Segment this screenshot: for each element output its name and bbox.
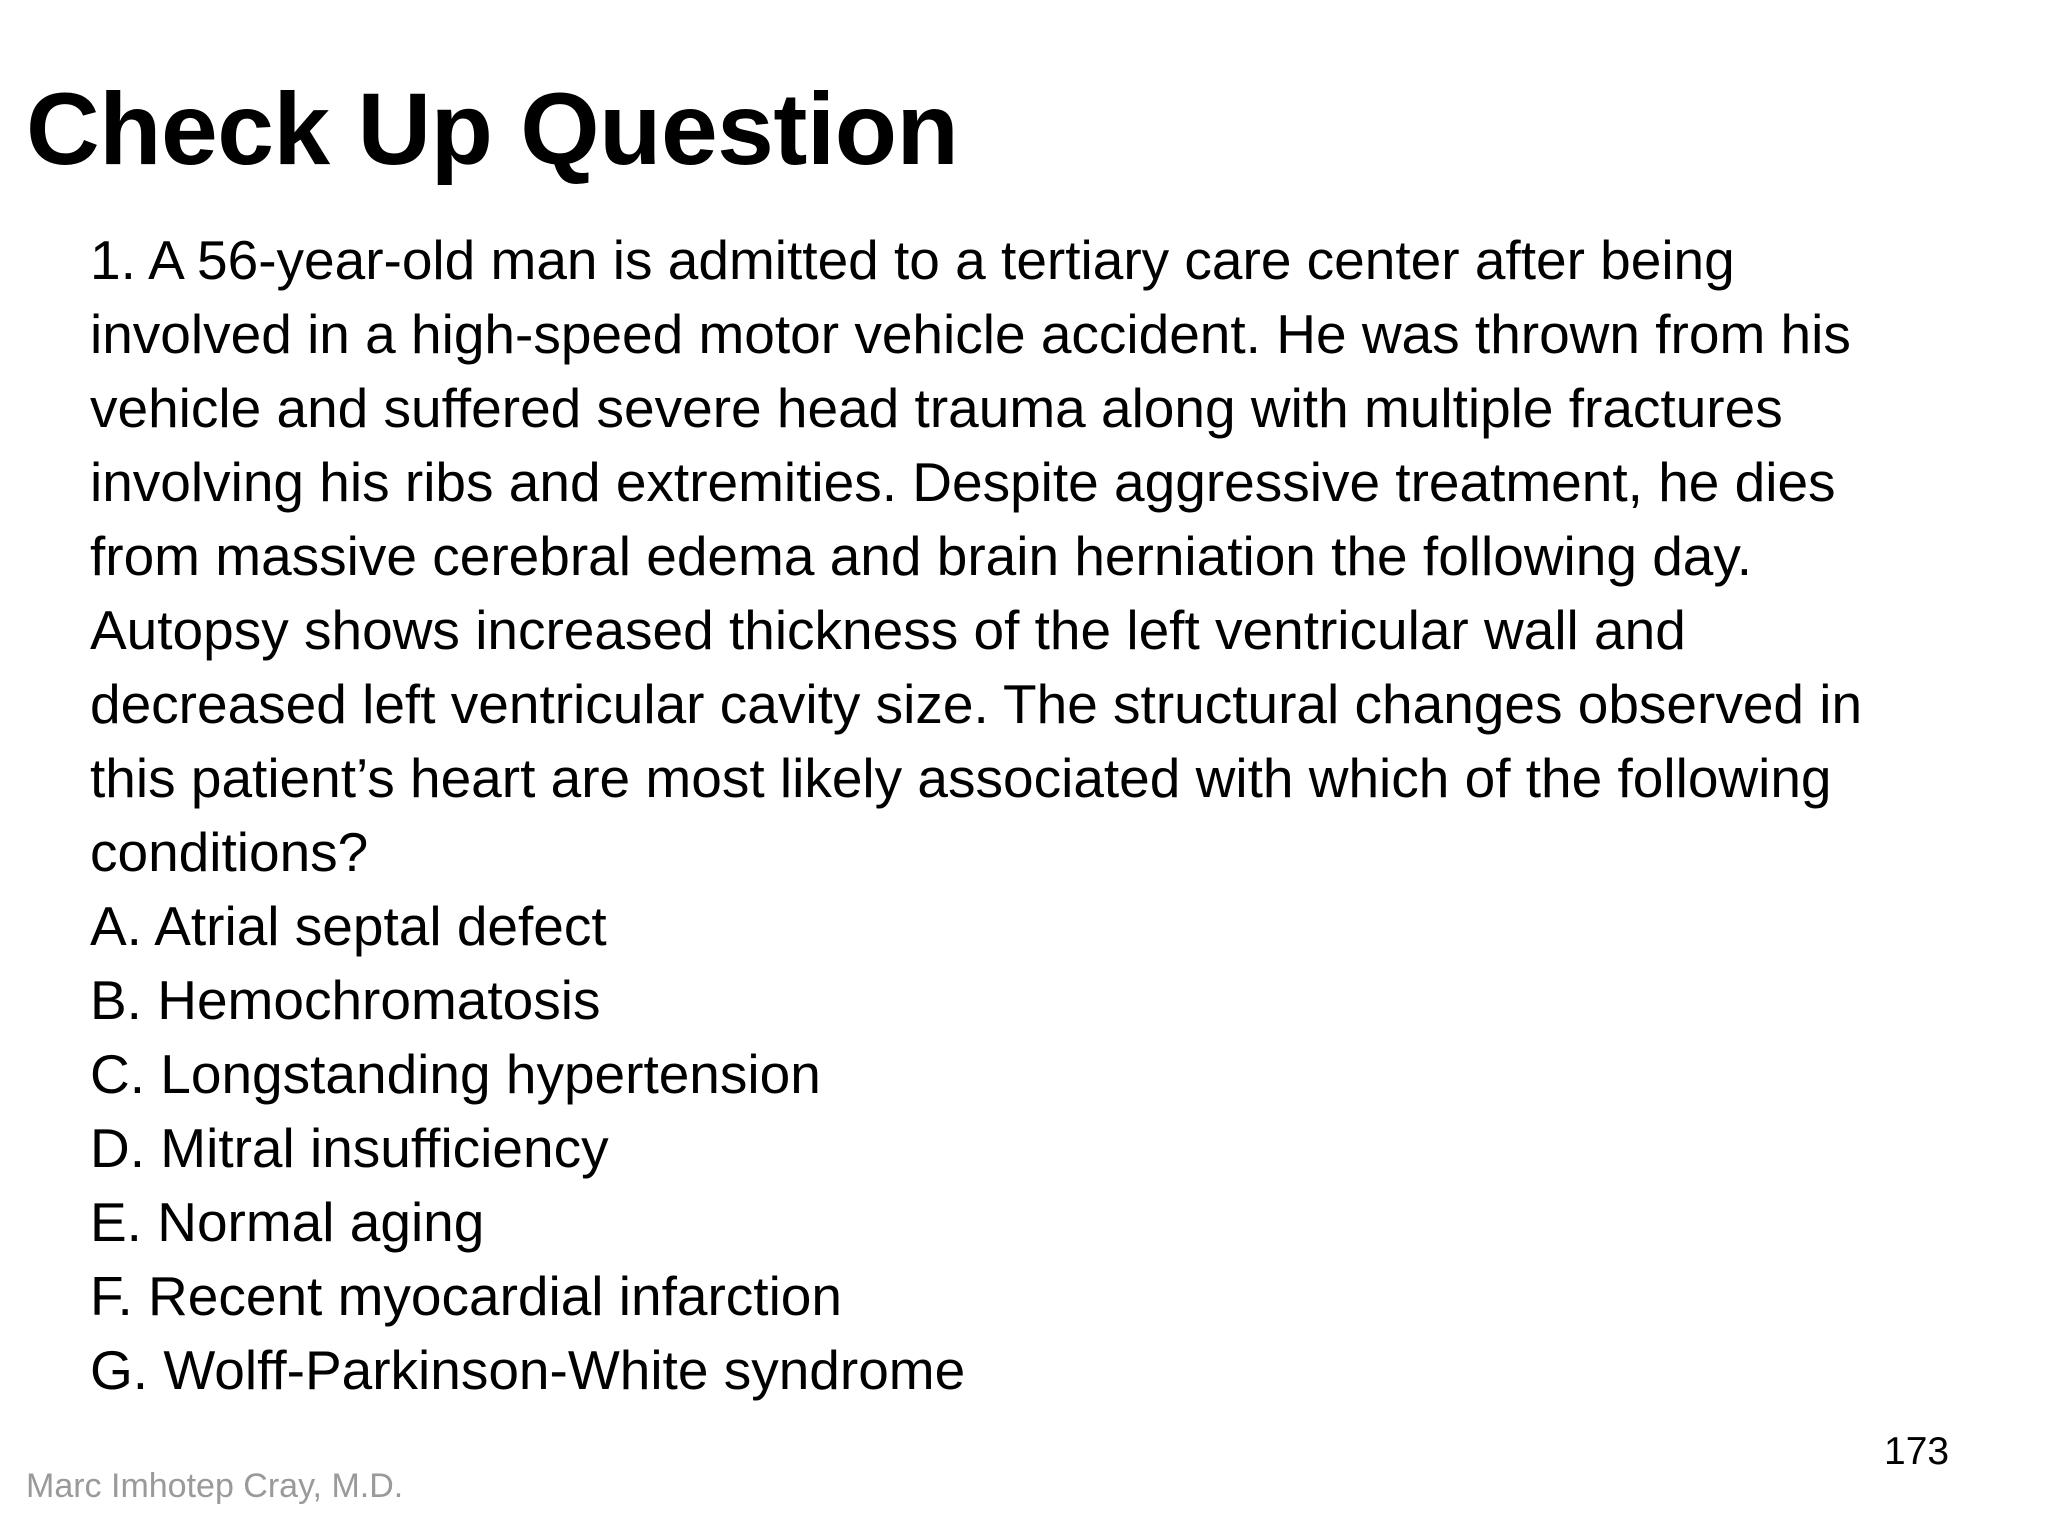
answer-option-a: A. Atrial septal defect [90, 895, 607, 957]
question-line: Autopsy shows increased thickness of the left ventricular wall and [90, 599, 1686, 661]
question-line: conditions? [90, 821, 369, 883]
answer-option-e: E. Normal aging [90, 1191, 485, 1253]
page-number: 173 [1884, 1430, 1950, 1473]
question-body [90, 223, 1990, 1407]
question-line: 1. A 56-year-old man is admitted to a tertiary care center after being [90, 229, 1735, 291]
question-line: decreased left ventricular cavity size. The structural changes observed in [90, 673, 1863, 735]
question-line: involved in a high-speed motor vehicle accident. He was thrown from his [90, 303, 1851, 365]
answer-option-c: C. Longstanding hypertension [90, 1043, 821, 1105]
answer-option-f: F. Recent myocardial infarction [90, 1265, 842, 1327]
question-line: this patient’s heart are most likely associated with which of the following [90, 747, 1832, 809]
question-line: involving his ribs and extremities. Despite aggressive treatment, he dies [90, 451, 1836, 513]
question-line: from massive cerebral edema and brain herniation the following day. [90, 525, 1753, 587]
slide-title: Check Up Question [26, 72, 959, 186]
answer-option-d: D. Mitral insufficiency [90, 1117, 609, 1179]
answer-option-b: B. Hemochromatosis [90, 969, 601, 1031]
answer-option-g: G. Wolff-Parkinson-White syndrome [90, 1339, 966, 1401]
author-footer: Marc Imhotep Cray, M.D. [26, 1467, 404, 1505]
question-line: vehicle and suffered severe head trauma along with multiple fractures [90, 377, 1783, 439]
